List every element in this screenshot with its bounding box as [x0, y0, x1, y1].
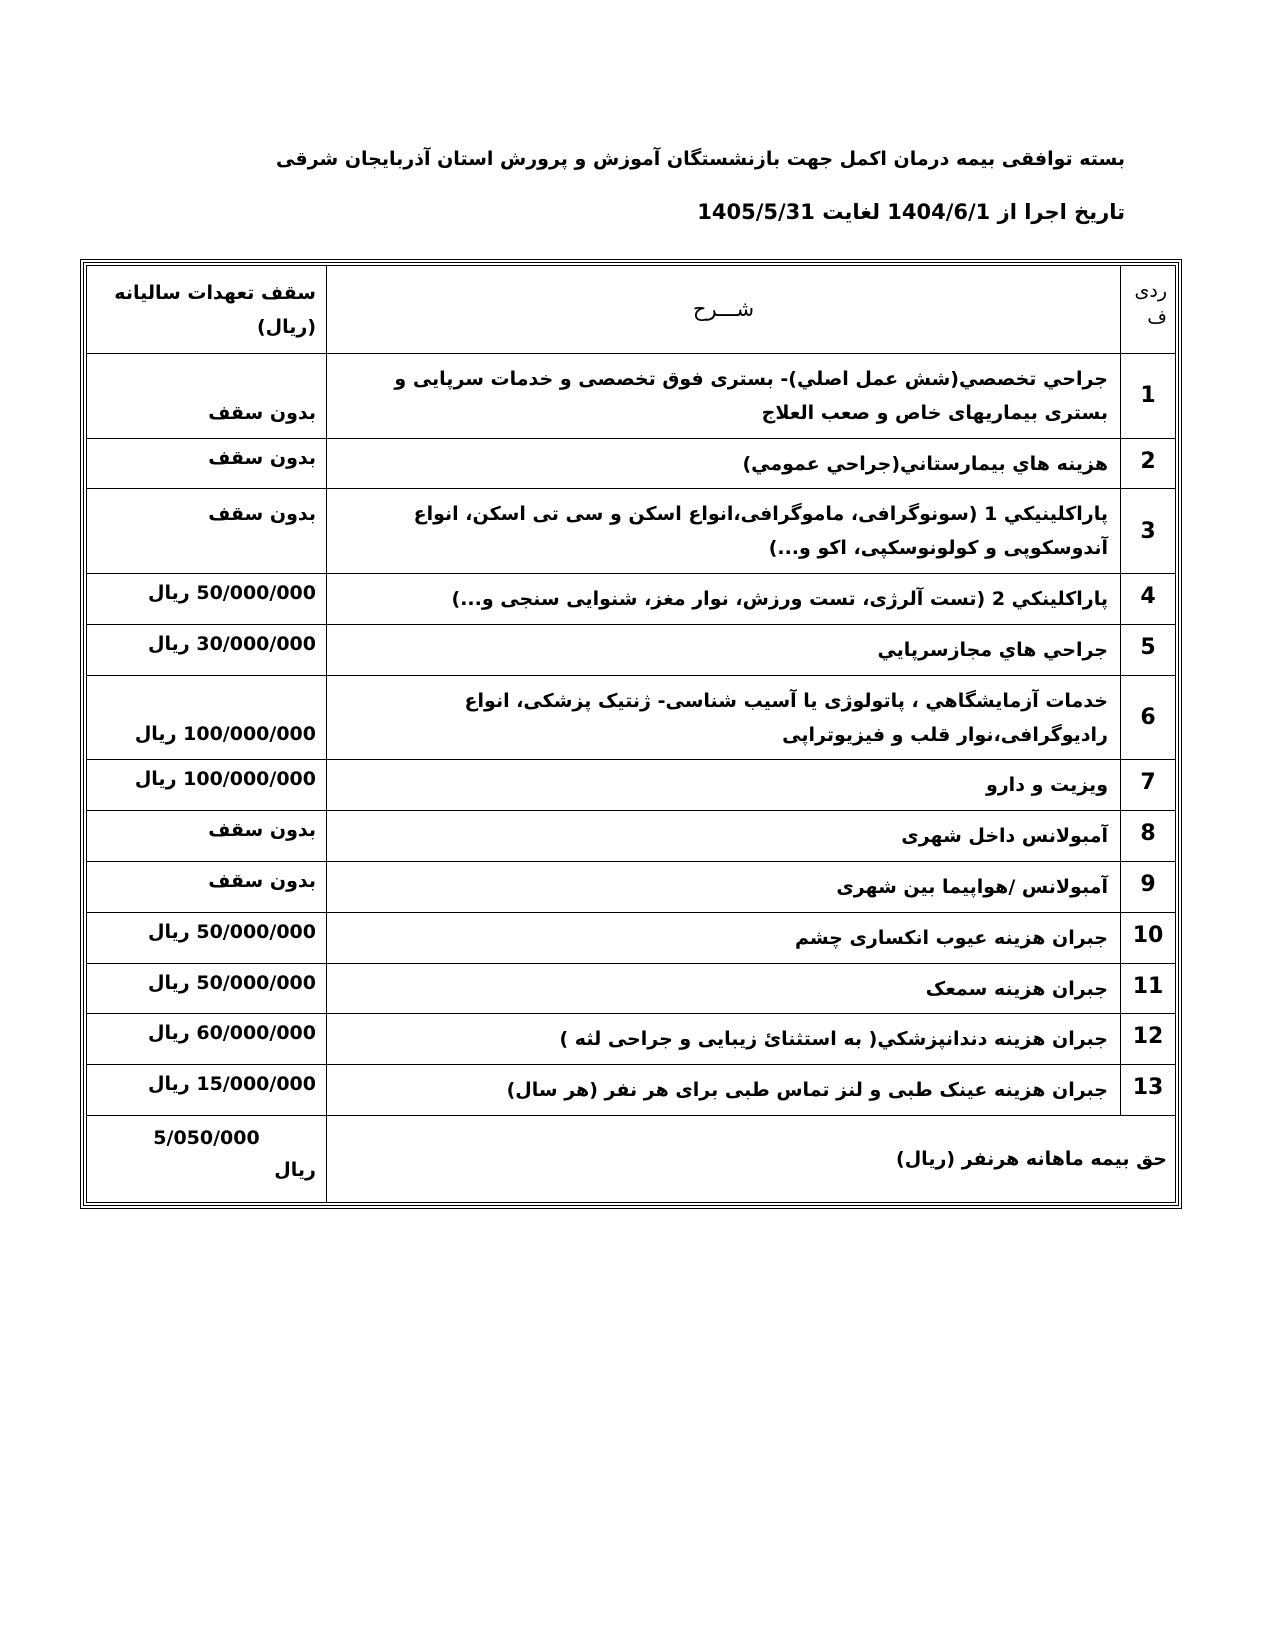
- date-mid: لغایت: [822, 200, 880, 224]
- row-annual-cap: بدون سقف: [87, 811, 327, 862]
- table-header-row: [87, 266, 1176, 354]
- coverage-table-frame: [80, 259, 1182, 1209]
- table-row: [87, 811, 1176, 862]
- table-row: [87, 963, 1176, 1014]
- table-row: [87, 353, 1176, 438]
- row-annual-cap: 100/000/000 ریال: [87, 675, 327, 760]
- row-annual-cap: 100/000/000 ریال: [87, 760, 327, 811]
- table-row: [87, 862, 1176, 913]
- row-annual-cap: 50/000/000 ریال: [87, 912, 327, 963]
- premium-amount-unit: ریال: [274, 1159, 316, 1182]
- date-from: 1404/6/1: [887, 200, 991, 224]
- table-row: [87, 1014, 1176, 1065]
- row-annual-cap: 50/000/000 ریال: [87, 963, 327, 1014]
- monthly-premium-label: حق بیمه ماهانه هرنفر (ریال): [327, 1116, 1176, 1203]
- document-title: بسته توافقی بیمه درمان اکمل جهت بازنشستگان آموزش و پرورش استان آذربایجان شرقی: [276, 148, 1125, 170]
- date-to: 1405/5/31: [697, 200, 815, 224]
- row-number: 13: [1121, 1065, 1176, 1116]
- row-description: آمبولانس /هواپیما بین شهری: [327, 862, 1121, 913]
- row-description: جراحي تخصصي(شش عمل اصلي)- بستری فوق تخصصی و خدمات سرپایی و بستری بیماریهای خاص و صعب العلاج: [327, 353, 1121, 438]
- row-description: جبران هزینه سمعک: [327, 963, 1121, 1014]
- row-description: پاراكلينكي 2 (تست آلرژی، تست ورزش، نوار مغز، شنوایی سنجی و...): [327, 574, 1121, 625]
- row-number: 5: [1121, 624, 1176, 675]
- row-annual-cap: 50/000/000 ریال: [87, 574, 327, 625]
- row-annual-cap: 30/000/000 ریال: [87, 624, 327, 675]
- row-annual-cap: 60/000/000 ریال: [87, 1014, 327, 1065]
- row-annual-cap: بدون سقف: [87, 353, 327, 438]
- row-number: 10: [1121, 912, 1176, 963]
- row-annual-cap: بدون سقف: [87, 438, 327, 489]
- coverage-table: [86, 265, 1176, 1203]
- row-number: 6: [1121, 675, 1176, 760]
- row-description: جبران هزينه عيوب انکساری چشم: [327, 912, 1121, 963]
- table-row: [87, 912, 1176, 963]
- row-annual-cap: بدون سقف: [87, 489, 327, 574]
- row-description: آمبولانس داخل شهری: [327, 811, 1121, 862]
- execution-date: [225, 200, 1125, 224]
- row-number: 7: [1121, 760, 1176, 811]
- row-number: 9: [1121, 862, 1176, 913]
- header-cap-line1: سقف تعهدات سالیانه: [114, 282, 316, 304]
- table-row: [87, 574, 1176, 625]
- row-number: 1: [1121, 353, 1176, 438]
- header-cap-line2: (ریال): [256, 316, 316, 338]
- table-row: [87, 1065, 1176, 1116]
- row-description: جبران هزينه دندانپزشكي( به استثنائ زیبایی و جراحی لثه ): [327, 1014, 1121, 1065]
- row-description: پاراكلينيكي 1 (سونوگرافی، ماموگرافی،انواع اسکن و سی تی اسکن، انواع آندوسکوپی و کولونوسکپی، اکو و...): [327, 489, 1121, 574]
- header-annual-cap: [87, 266, 327, 354]
- table-footer-row: [87, 1116, 1176, 1203]
- header-description: شـــرح: [327, 266, 1121, 354]
- row-number: 8: [1121, 811, 1176, 862]
- table-row: [87, 675, 1176, 760]
- row-number: 12: [1121, 1014, 1176, 1065]
- row-annual-cap: 15/000/000 ریال: [87, 1065, 327, 1116]
- row-number: 3: [1121, 489, 1176, 574]
- row-number: 2: [1121, 438, 1176, 489]
- table-row: [87, 624, 1176, 675]
- header-row-number: ردی ف: [1121, 266, 1176, 354]
- row-description: ویزیت و دارو: [327, 760, 1121, 811]
- premium-amount-value: 5/050/000: [153, 1127, 260, 1150]
- coverage-table-inner-frame: [83, 262, 1179, 1206]
- row-description: جبران هزینه عینک طبی و لنز تماس طبی برای هر نفر (هر سال): [327, 1065, 1121, 1116]
- row-number: 4: [1121, 574, 1176, 625]
- table-row: [87, 760, 1176, 811]
- row-description: هزينه هاي بيمارستاني(جراحي عمومي): [327, 438, 1121, 489]
- table-row: [87, 489, 1176, 574]
- table-row: [87, 438, 1176, 489]
- row-description: جراحي هاي مجازسرپايي: [327, 624, 1121, 675]
- row-annual-cap: بدون سقف: [87, 862, 327, 913]
- row-description: خدمات آزمايشگاهي ، پاتولوژی یا آسیب شناسی- ژنتیک پزشکی، انواع رادیوگرافی،نوار قلب و فيزيوتراپی: [327, 675, 1121, 760]
- row-number: 11: [1121, 963, 1176, 1014]
- date-prefix: تاریخ اجرا از: [997, 200, 1125, 224]
- monthly-premium-amount: [87, 1116, 327, 1203]
